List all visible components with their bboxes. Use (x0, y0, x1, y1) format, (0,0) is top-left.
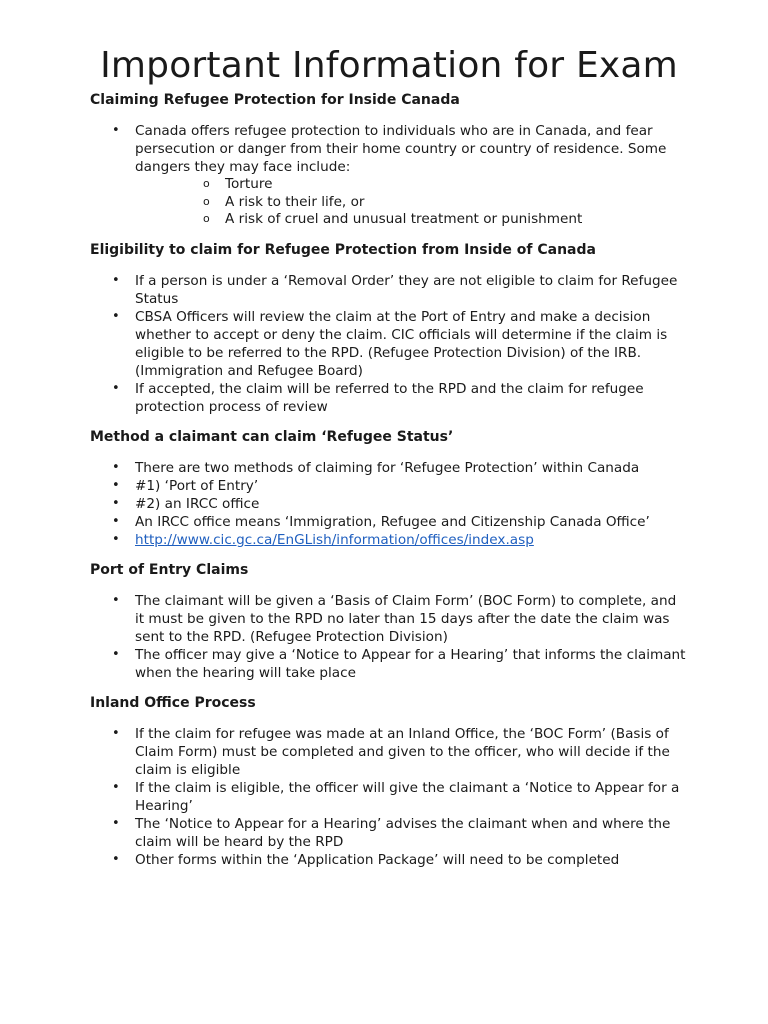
list-item: • Other forms within the ‘Application Package’ will need to be completed (90, 851, 688, 869)
list-item: • There are two methods of claiming for ‘Refugee Protection’ within Canada (90, 459, 688, 477)
section-heading: Method a claimant can claim ‘Refugee Status’ (90, 428, 454, 445)
list-item: • CBSA Officers will review the claim at the Port of Entry and make a decision whether to accept or deny the claim. CIC officials will determine if the claim is eligible to be referred to the RPD. (Refugee Protection Division) of the IRB. (Immigration and Refugee Board) (90, 308, 688, 380)
bullet-list (90, 725, 688, 869)
list-item: • The claimant will be given a ‘Basis of Claim Form’ (BOC Form) to complete, and it must be given to the RPD no later than 15 days after the date the claim was sent to the RPD. (Refugee Protection Division) (90, 592, 688, 646)
section-heading: Claiming Refugee Protection for Inside Canada (90, 92, 460, 108)
section-eligibility (90, 240, 688, 416)
list-item (90, 531, 688, 549)
sub-bullet-list (135, 176, 688, 229)
section-port-of-entry-claims (90, 560, 688, 682)
offices-link[interactable]: http://www.cic.gc.ca/EnGLish/information/offices/index.asp (135, 531, 534, 548)
section-method-refugee-status (90, 427, 688, 549)
list-item: • The officer may give a ‘Notice to Appear for a Hearing’ that informs the claimant when the hearing will take place (90, 646, 688, 682)
bullet-list (90, 122, 688, 229)
section-inland-office-process (90, 693, 688, 869)
list-item: • If accepted, the claim will be referred to the RPD and the claim for refugee protection process of review (90, 380, 688, 416)
section-heading: Inland Office Process (90, 694, 256, 711)
list-item: • Canada offers refugee protection to individuals who are in Canada, and fear persecution or danger from their home country or country of residence. Some dangers they may face include: o Torture o A risk to their life, or o A risk of cruel and unusual treatment or punishment (90, 122, 688, 229)
section-heading: Eligibility to claim for Refugee Protection from Inside of Canada (90, 241, 596, 258)
list-item: • If a person is under a ‘Removal Order’ they are not eligible to claim for Refugee Status (90, 272, 688, 308)
section-heading: Port of Entry Claims (90, 561, 249, 578)
list-item: • #1) ‘Port of Entry’ (90, 477, 688, 495)
list-item: • #2) an IRCC office (90, 495, 688, 513)
bullet-list (90, 459, 688, 549)
sub-list-item: o Torture (135, 176, 688, 194)
page-title: Important Information for Exam (100, 45, 678, 86)
list-item: • The ‘Notice to Appear for a Hearing’ advises the claimant when and where the claim will be heard by the RPD (90, 815, 688, 851)
sub-list-item: o A risk of cruel and unusual treatment or punishment (135, 211, 688, 229)
list-item: • If the claim for refugee was made at an Inland Office, the ‘BOC Form’ (Basis of Claim Form) must be completed and given to the officer, who will decide if the claim is eligible (90, 725, 688, 779)
section-claiming-refugee-protection (90, 90, 688, 229)
sub-list-item: o A risk to their life, or (135, 194, 688, 212)
list-item: • An IRCC office means ‘Immigration, Refugee and Citizenship Canada Office’ (90, 513, 688, 531)
list-item: • If the claim is eligible, the officer will give the claimant a ‘Notice to Appear for a Hearing’ (90, 779, 688, 815)
bullet-list (90, 272, 688, 416)
bullet-list (90, 592, 688, 682)
